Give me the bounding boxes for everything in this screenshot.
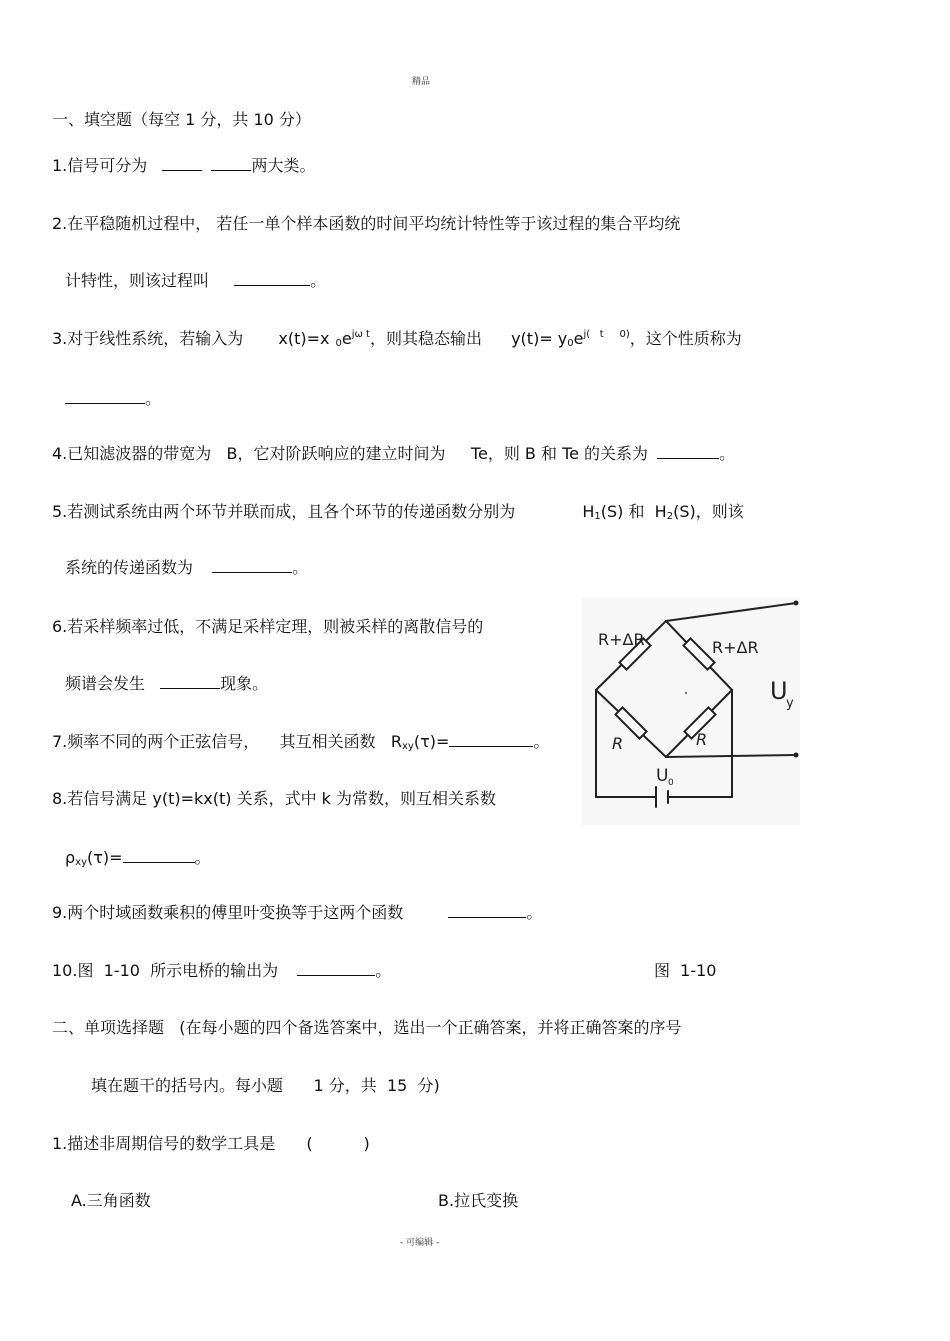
q5-line2: 系统的传递函数为 [65, 558, 194, 577]
answer-parentheses[interactable]: ( ) [306, 1134, 370, 1153]
q3-output-formula [511, 329, 630, 348]
question-1-6-line1: 6.若采样频率过低，不满足采样定理，则被采样的离散信号的 [52, 617, 484, 636]
answer-blank[interactable] [657, 444, 719, 459]
answer-blank[interactable] [160, 674, 220, 689]
question-1-8-line1: 8.若信号满足 y(t)=kx(t) 关系，式中 k 为常数，则互相关系数 [52, 789, 497, 808]
q3-x-main: x(t)=x [278, 329, 330, 348]
q3-after: ，这个性质称为 [629, 329, 742, 348]
q8-sub: xy [75, 857, 87, 868]
label-output: U [770, 677, 788, 705]
question-1-7 [52, 732, 549, 752]
q3-y-sub: 0 [567, 338, 574, 349]
q3-end: 。 [145, 389, 162, 408]
q5-end: 。 [292, 558, 309, 577]
question-1-2-line1: 2.在平稳随机过程中， 若任一单个样本函数的时间平均统计特性等于该过程的集合平均统 [52, 214, 681, 233]
label-bottom-left: R [612, 734, 624, 753]
q3-input-formula [278, 329, 370, 348]
question-1-3-blank-line [65, 389, 161, 409]
q4-text: 4.已知滤波器的带宽为 B，它对阶跃响应的建立时间为 Te，则 B 和 Te 的关系为 [52, 444, 649, 463]
answer-blank[interactable] [162, 156, 202, 171]
q1-text: 1.信号可分为 [52, 156, 148, 175]
q3-y-sup: j( t 0) [583, 329, 630, 340]
q6-after: 现象。 [220, 674, 269, 693]
section2-title-line2: 填在题干的括号内。每小题 1 分，共 15 分) [91, 1076, 440, 1095]
q6-line2: 频谱会发生 [65, 674, 146, 693]
answer-blank[interactable] [123, 848, 195, 863]
q3-x-sub: 0 [335, 338, 342, 349]
q7-text: 7.频率不同的两个正弦信号， 其互相关函数 R [52, 732, 402, 751]
q5-h2-rest: (S)，则该 [673, 502, 744, 521]
q5-text: 5.若测试系统由两个环节并联而成，且各个环节的传递函数分别为 [52, 502, 516, 521]
question-1-10 [52, 961, 391, 981]
question-1-1 [52, 156, 315, 176]
label-output-sub: y [786, 696, 794, 711]
q2-1-text: 1.描述非周期信号的数学工具是 [52, 1134, 276, 1153]
question-1-4 [52, 444, 735, 464]
q5-h2-sub: 2 [666, 511, 674, 522]
bridge-circuit-figure [582, 597, 800, 825]
q1-after: 两大类。 [251, 156, 316, 175]
label-top-left: R+ΔR [598, 630, 645, 649]
question-1-5-line1 [52, 502, 744, 522]
page-header: 精品 [412, 77, 431, 87]
q8-rho: ρ [65, 848, 76, 867]
question-1-9 [52, 903, 542, 923]
label-source-sub: 0 [668, 778, 674, 788]
q10-text: 10.图 1-10 所示电桥的输出为 [52, 961, 279, 980]
question-2-1 [52, 1134, 370, 1154]
question-1-6-line2 [65, 674, 268, 694]
question-1-8-line2 [65, 848, 211, 868]
answer-blank[interactable] [448, 903, 526, 918]
page-footer: - 可编辑 - [400, 1238, 440, 1248]
answer-blank[interactable] [234, 271, 310, 286]
answer-blank[interactable] [297, 961, 375, 976]
q8-after: (τ)= [87, 848, 123, 867]
figure-caption: 图 1-10 [654, 961, 717, 980]
label-bottom-right: R [696, 730, 708, 749]
q8-end: 。 [194, 848, 211, 867]
section2-title-line1: 二、单项选择题 (在每小题的四个备选答案中，选出一个正确答案，并将正确答案的序号 [52, 1018, 682, 1037]
section1-title: 一、填空题（每空 1 分，共 10 分） [52, 110, 311, 129]
label-source: U [656, 766, 669, 786]
label-top-right: R+ΔR [712, 638, 759, 657]
q2-end: 。 [310, 271, 327, 290]
answer-blank[interactable] [65, 389, 145, 404]
center-dot [685, 692, 687, 694]
q3-y-main: y(t)= y [511, 329, 568, 348]
q3-text: 3.对于线性系统，若输入为 [52, 329, 244, 348]
q5-h1-sub: 1 [594, 511, 601, 522]
option-b[interactable]: B.拉氏变换 [438, 1191, 519, 1210]
answer-blank[interactable] [449, 732, 533, 747]
q7-sub: xy [402, 741, 414, 752]
terminal-dot [794, 753, 799, 758]
answer-blank[interactable] [212, 558, 292, 573]
q9-end: 。 [526, 903, 543, 922]
question-1-3 [52, 329, 742, 349]
q2-text: 计特性，则该过程叫 [65, 271, 210, 290]
q5-transfer-functions [582, 502, 743, 521]
q7-end: 。 [533, 732, 550, 751]
answer-blank[interactable] [211, 156, 251, 171]
q3-x-sup: jω t [351, 329, 370, 340]
q9-text: 9.两个时域函数乘积的傅里叶变换等于这两个函数 [52, 903, 404, 922]
option-a[interactable]: A.三角函数 [71, 1191, 151, 1210]
q7-after: (τ)= [413, 732, 450, 751]
q5-h1-rest: (S) 和 H [600, 502, 667, 521]
terminal-dot [794, 601, 799, 606]
q4-end: 。 [719, 444, 736, 463]
q3-x-e: e [341, 329, 352, 348]
q10-end: 。 [375, 961, 392, 980]
question-1-2-line2 [65, 271, 326, 291]
question-1-5-line2 [65, 558, 308, 578]
q3-mid: ，则其稳态输出 [369, 329, 482, 348]
q5-h1: H [582, 502, 595, 521]
q3-y-e: e [573, 329, 584, 348]
